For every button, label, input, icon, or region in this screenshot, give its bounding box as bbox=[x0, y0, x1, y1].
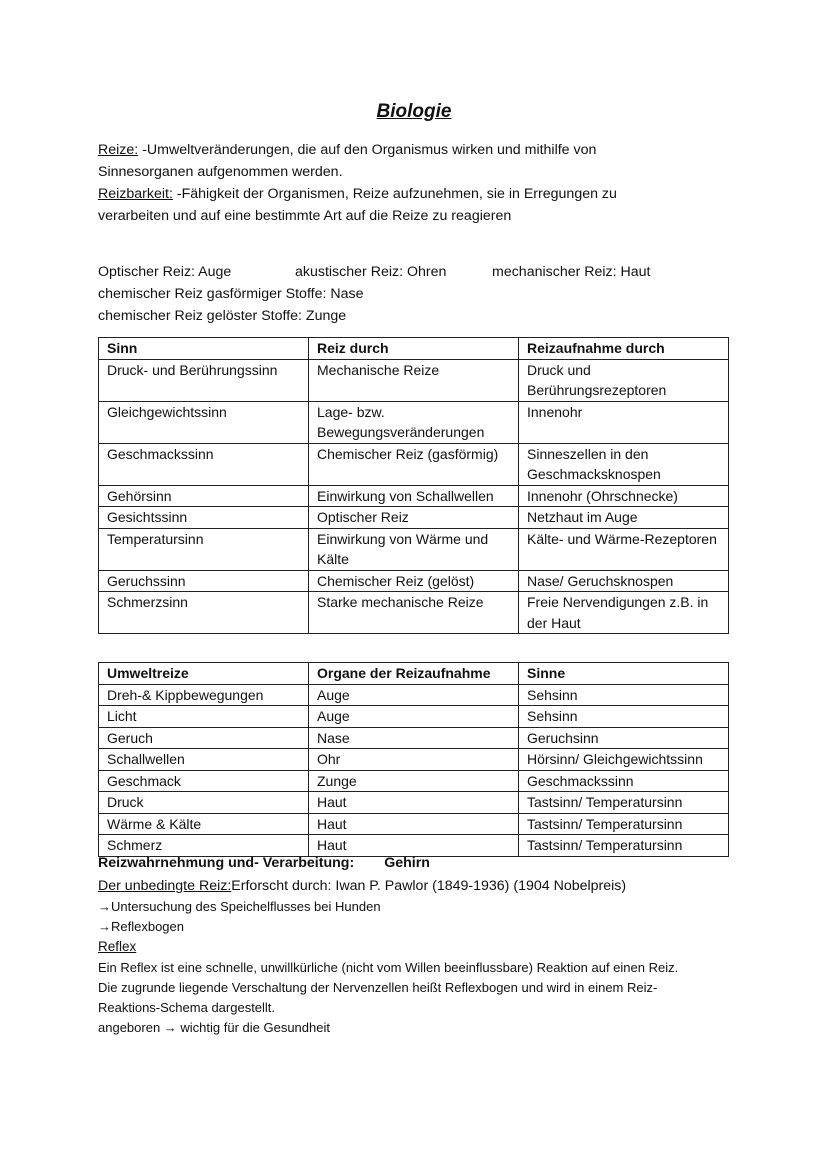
table-cell: Geruch bbox=[99, 727, 309, 749]
table-cell: Kälte- und Wärme-Rezeptoren bbox=[519, 528, 729, 570]
reflex-heading: Reflex bbox=[98, 939, 137, 954]
table-cell: Geschmackssinn bbox=[519, 770, 729, 792]
chem-geloest-stimulus: chemischer Reiz gelöster Stoffe: Zunge bbox=[98, 308, 347, 324]
table-cell: Geruchsinn bbox=[519, 727, 729, 749]
table-row bbox=[99, 485, 729, 507]
unbedingt-arrow-1: →Untersuchung des Speichelflusses bei Hunden bbox=[98, 899, 381, 914]
table-cell: Gehörsinn bbox=[99, 485, 309, 507]
table-cell: Gesichtssinn bbox=[99, 507, 309, 529]
table-cell: Optischer Reiz bbox=[309, 507, 519, 529]
reizwahrnehmung-label: Reizwahrnehmung und- Verarbeitung: bbox=[98, 855, 355, 871]
table-cell: Innenohr (Ohrschnecke) bbox=[519, 485, 729, 507]
table-row bbox=[99, 792, 729, 814]
table-cell: Ohr bbox=[309, 749, 519, 771]
table-cell: Auge bbox=[309, 684, 519, 706]
table-cell: Mechanische Reize bbox=[309, 359, 519, 401]
table-cell: Lage- bzw. Bewegungsveränderungen bbox=[309, 401, 519, 443]
column-header: Sinne bbox=[519, 663, 729, 685]
table-cell: Licht bbox=[99, 706, 309, 728]
table-cell: Nase/ Geruchsknospen bbox=[519, 570, 729, 592]
table-cell: Tastsinn/ Temperatursinn bbox=[519, 792, 729, 814]
column-header: Organe der Reizaufnahme bbox=[309, 663, 519, 685]
table-row bbox=[99, 507, 729, 529]
table-cell: Einwirkung von Schallwellen bbox=[309, 485, 519, 507]
unbedingt-arrow-2: →Reflexbogen bbox=[98, 919, 184, 934]
table-cell: Chemischer Reiz (gelöst) bbox=[309, 570, 519, 592]
table-cell: Sinneszellen in den Geschmacksknospen bbox=[519, 443, 729, 485]
table-cell: Hörsinn/ Gleichgewichtssinn bbox=[519, 749, 729, 771]
reize-definition bbox=[98, 139, 596, 161]
table-cell: Sehsinn bbox=[519, 706, 729, 728]
table-cell: Geschmackssinn bbox=[99, 443, 309, 485]
table-header-row bbox=[99, 338, 729, 360]
table-cell: Haut bbox=[309, 792, 519, 814]
reflex-line-4: angeboren → wichtig für die Gesundheit bbox=[98, 1020, 330, 1035]
table-cell: Tastsinn/ Temperatursinn bbox=[519, 813, 729, 835]
reize-text-cont: Sinnesorganen aufgenommen werden. bbox=[98, 164, 343, 180]
column-header: Reizaufnahme durch bbox=[519, 338, 729, 360]
reflex-line-1: Ein Reflex ist eine schnelle, unwillkürliche (nicht vom Willen beeinflussbare) Reaktion auf einen Reiz. bbox=[98, 960, 679, 975]
table-cell: Haut bbox=[309, 835, 519, 857]
table-header-row bbox=[99, 663, 729, 685]
table-row bbox=[99, 528, 729, 570]
table-cell: Gleichgewichtssinn bbox=[99, 401, 309, 443]
table-cell: Druck- und Berührungssinn bbox=[99, 359, 309, 401]
optisch-stimulus: Optischer Reiz: Auge bbox=[98, 264, 232, 280]
stimuli-line-1 bbox=[98, 261, 651, 283]
environment-stimuli-table bbox=[98, 662, 729, 857]
table-cell: Geschmack bbox=[99, 770, 309, 792]
table-row bbox=[99, 749, 729, 771]
unbedingt-line bbox=[98, 875, 626, 897]
reizwahrnehmung-value: Gehirn bbox=[384, 855, 430, 871]
reizbarkeit-label: Reizbarkeit: bbox=[98, 186, 173, 202]
table-cell: Nase bbox=[309, 727, 519, 749]
unbedingt-text: Erforscht durch: Iwan P. Pawlor (1849-1936) (1904 Nobelpreis) bbox=[231, 878, 627, 894]
unbedingt-label: Der unbedingte Reiz: bbox=[98, 878, 232, 894]
reizwahrnehmung-line bbox=[98, 852, 430, 874]
table-cell: Dreh-& Kippbewegungen bbox=[99, 684, 309, 706]
table-row bbox=[99, 770, 729, 792]
table-row bbox=[99, 570, 729, 592]
table-row bbox=[99, 813, 729, 835]
senses-table bbox=[98, 337, 729, 634]
table-cell: Freie Nervendigungen z.B. in der Haut bbox=[519, 592, 729, 634]
table-cell: Zunge bbox=[309, 770, 519, 792]
chem-gas-stimulus: chemischer Reiz gasförmiger Stoffe: Nase bbox=[98, 286, 364, 302]
table-cell: Einwirkung von Wärme und Kälte bbox=[309, 528, 519, 570]
table-cell: Auge bbox=[309, 706, 519, 728]
table-row bbox=[99, 443, 729, 485]
reize-label: Reize: bbox=[98, 142, 139, 158]
table-cell: Schmerz bbox=[99, 835, 309, 857]
table-cell: Innenohr bbox=[519, 401, 729, 443]
reizbarkeit-text-cont: verarbeiten und auf eine bestimmte Art auf die Reize zu reagieren bbox=[98, 208, 512, 224]
reflex-line-3: Reaktions-Schema dargestellt. bbox=[98, 1000, 276, 1015]
table-row bbox=[99, 359, 729, 401]
column-header: Reiz durch bbox=[309, 338, 519, 360]
reize-text: -Umweltveränderungen, die auf den Organismus wirken und mithilfe von bbox=[138, 142, 597, 158]
table-row bbox=[99, 401, 729, 443]
reflex-line-2: Die zugrunde liegende Verschaltung der Nervenzellen heißt Reflexbogen und wird in einem Reiz- bbox=[98, 980, 658, 995]
table-cell: Schmerzsinn bbox=[99, 592, 309, 634]
table-row bbox=[99, 727, 729, 749]
table-cell: Druck bbox=[99, 792, 309, 814]
reizbarkeit-definition bbox=[98, 183, 617, 205]
table-cell: Haut bbox=[309, 813, 519, 835]
akustisch-stimulus: akustischer Reiz: Ohren bbox=[295, 264, 447, 280]
page-title: Biologie bbox=[376, 101, 452, 122]
table-cell: Tastsinn/ Temperatursinn bbox=[519, 835, 729, 857]
table-cell: Netzhaut im Auge bbox=[519, 507, 729, 529]
column-header: Sinn bbox=[99, 338, 309, 360]
column-header: Umweltreize bbox=[99, 663, 309, 685]
table-cell: Geruchssinn bbox=[99, 570, 309, 592]
table-cell: Starke mechanische Reize bbox=[309, 592, 519, 634]
table-cell: Schallwellen bbox=[99, 749, 309, 771]
table-row bbox=[99, 706, 729, 728]
table-row bbox=[99, 592, 729, 634]
table-row bbox=[99, 684, 729, 706]
reizbarkeit-text: -Fähigkeit der Organismen, Reize aufzunehmen, sie in Erregungen zu bbox=[172, 186, 617, 202]
mechanisch-stimulus: mechanischer Reiz: Haut bbox=[492, 264, 651, 280]
table-cell: Chemischer Reiz (gasförmig) bbox=[309, 443, 519, 485]
table-cell: Wärme & Kälte bbox=[99, 813, 309, 835]
table-cell: Temperatursinn bbox=[99, 528, 309, 570]
table-cell: Druck und Berührungsrezeptoren bbox=[519, 359, 729, 401]
table-cell: Sehsinn bbox=[519, 684, 729, 706]
